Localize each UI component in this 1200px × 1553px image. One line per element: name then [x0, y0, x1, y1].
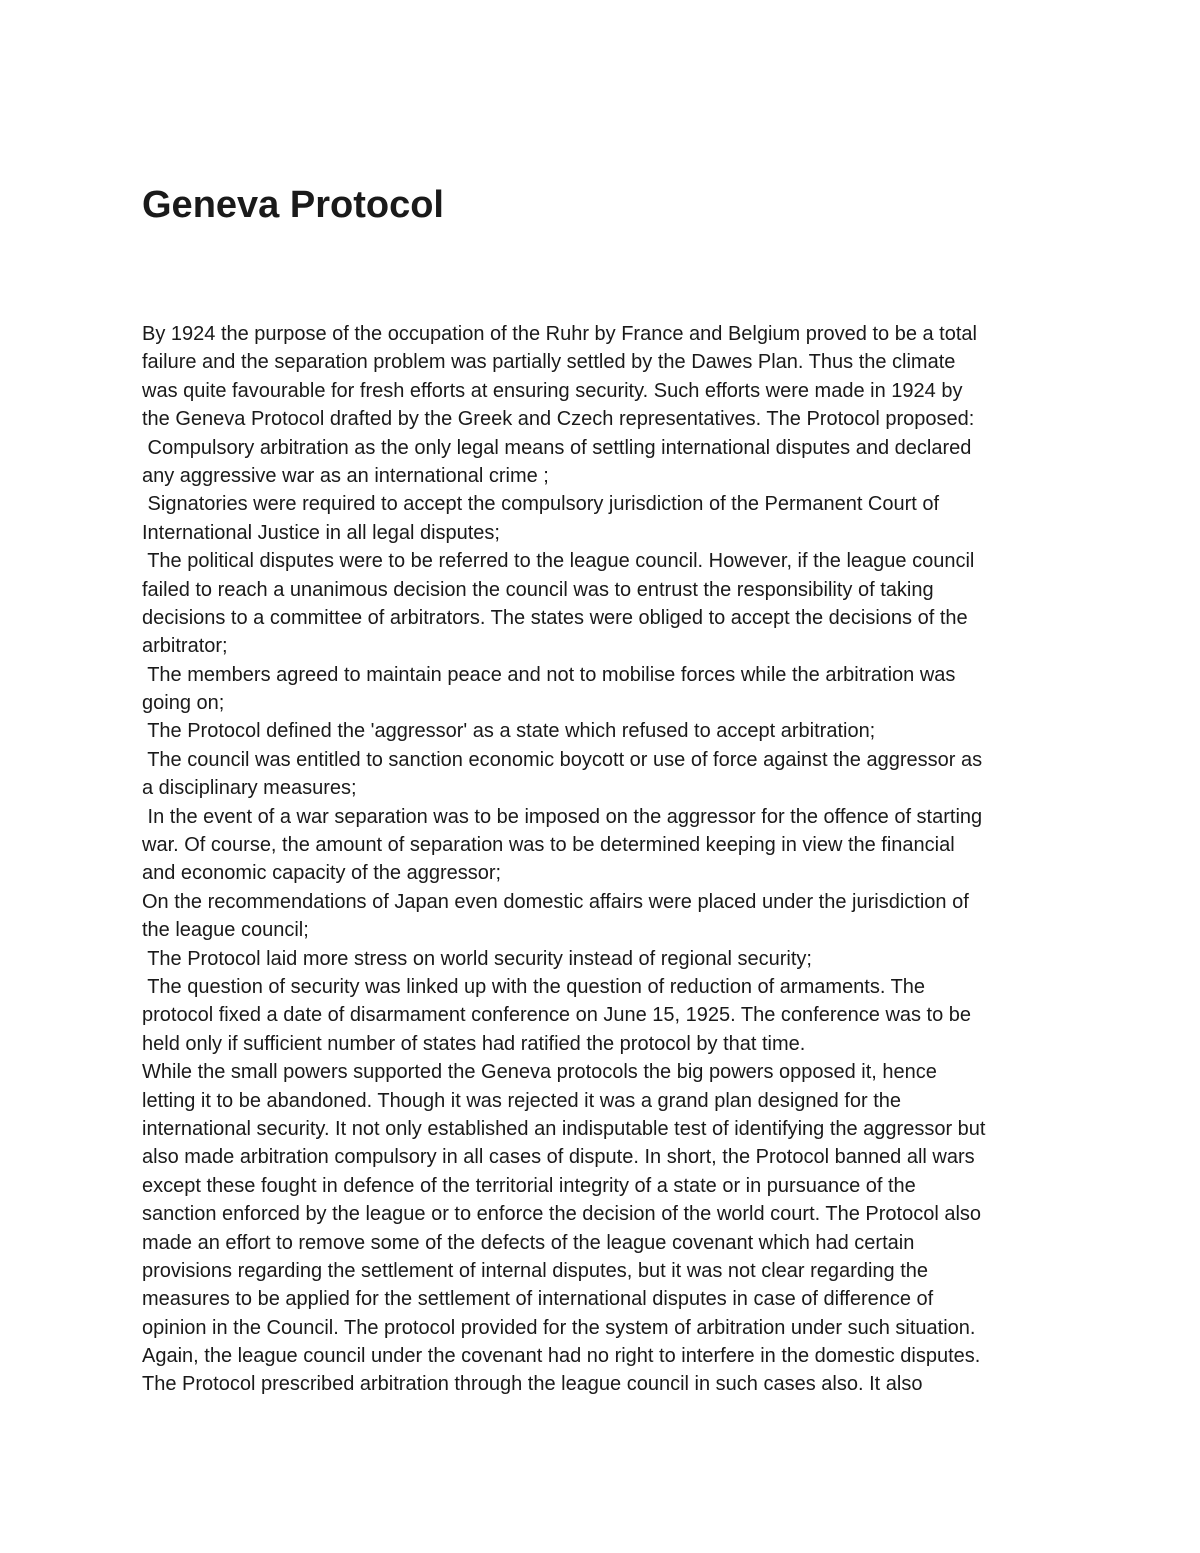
text-line: international security. It not only established an indisputable test of identifying the aggressor but [142, 1117, 986, 1140]
text-line: By 1924 the purpose of the occupation of the Ruhr by France and Belgium proved to be a total [142, 323, 977, 345]
text-line: failed to reach a unanimous decision the council was to entrust the responsibility of taking [142, 578, 934, 601]
text-line: The Protocol defined the 'aggressor' as a state which refused to accept arbitration; [142, 720, 876, 743]
text-line: In the event of a war separation was to be imposed on the aggressor for the offence of starting [142, 805, 983, 828]
text-line: The Protocol prescribed arbitration through the league council in such cases also. It also [142, 1373, 923, 1396]
text-line: The members agreed to maintain peace and not to mobilise forces while the arbitration was [142, 663, 956, 686]
text-line: the Geneva Protocol drafted by the Greek and Czech representatives. The Protocol proposed: [142, 408, 975, 431]
text-line: decisions to a committee of arbitrators. The states were obliged to accept the decisions of the [142, 606, 968, 629]
document-body [142, 320, 1072, 1399]
text-line: sanction enforced by the league or to enforce the decision of the world court. The Protocol also [142, 1203, 982, 1226]
text-line: The council was entitled to sanction economic boycott or use of force against the aggressor as [142, 748, 983, 771]
text-line: also made arbitration compulsory in all cases of dispute. In short, the Protocol banned all wars [142, 1146, 975, 1169]
text-line: Again, the league council under the covenant had no right to interfere in the domestic disputes. [142, 1345, 981, 1368]
text-line: The Protocol laid more stress on world security instead of regional security; [142, 947, 812, 970]
text-line: war. Of course, the amount of separation was to be determined keeping in view the financial [142, 834, 955, 857]
text-line: except these fought in defence of the territorial integrity of a state or in pursuance of the [142, 1174, 916, 1197]
text-line: held only if sufficient number of states had ratified the protocol by that time. [142, 1032, 806, 1055]
text-line: The political disputes were to be referred to the league council. However, if the league council [142, 550, 975, 573]
text-line: Signatories were required to accept the compulsory jurisdiction of the Permanent Court of [142, 493, 940, 516]
text-line: going on; [142, 692, 225, 715]
text-line: provisions regarding the settlement of internal disputes, but it was not clear regarding the [142, 1259, 928, 1282]
text-line: made an effort to remove some of the defects of the league covenant which had certain [142, 1231, 915, 1254]
text-line: While the small powers supported the Geneva protocols the big powers opposed it, hence [142, 1061, 937, 1084]
text-line: the league council; [142, 919, 309, 942]
text-line: was quite favourable for fresh efforts at ensuring security. Such efforts were made in 1924 by [142, 379, 963, 402]
text-line: arbitrator; [142, 635, 228, 658]
text-line: and economic capacity of the aggressor; [142, 862, 502, 885]
text-line: opinion in the Council. The protocol provided for the system of arbitration under such situation. [142, 1316, 976, 1339]
text-line: any aggressive war as an international crime ; [142, 464, 549, 487]
text-line: The question of security was linked up with the question of reduction of armaments. The [142, 975, 926, 998]
text-line: protocol fixed a date of disarmament conference on June 15, 1925. The conference was to be [142, 1004, 972, 1027]
text-line: measures to be applied for the settlement of international disputes in case of difference of [142, 1288, 934, 1311]
text-line: failure and the separation problem was partially settled by the Dawes Plan. Thus the climate [142, 351, 956, 374]
text-line: On the recommendations of Japan even domestic affairs were placed under the jurisdiction of [142, 890, 969, 913]
text-line: Compulsory arbitration as the only legal means of settling international disputes and declared [142, 436, 972, 459]
text-line: International Justice in all legal disputes; [142, 521, 500, 544]
text-line: letting it to be abandoned. Though it was rejected it was a grand plan designed for the [142, 1089, 902, 1112]
text-line: a disciplinary measures; [142, 777, 357, 800]
page-title: Geneva Protocol [142, 184, 444, 226]
